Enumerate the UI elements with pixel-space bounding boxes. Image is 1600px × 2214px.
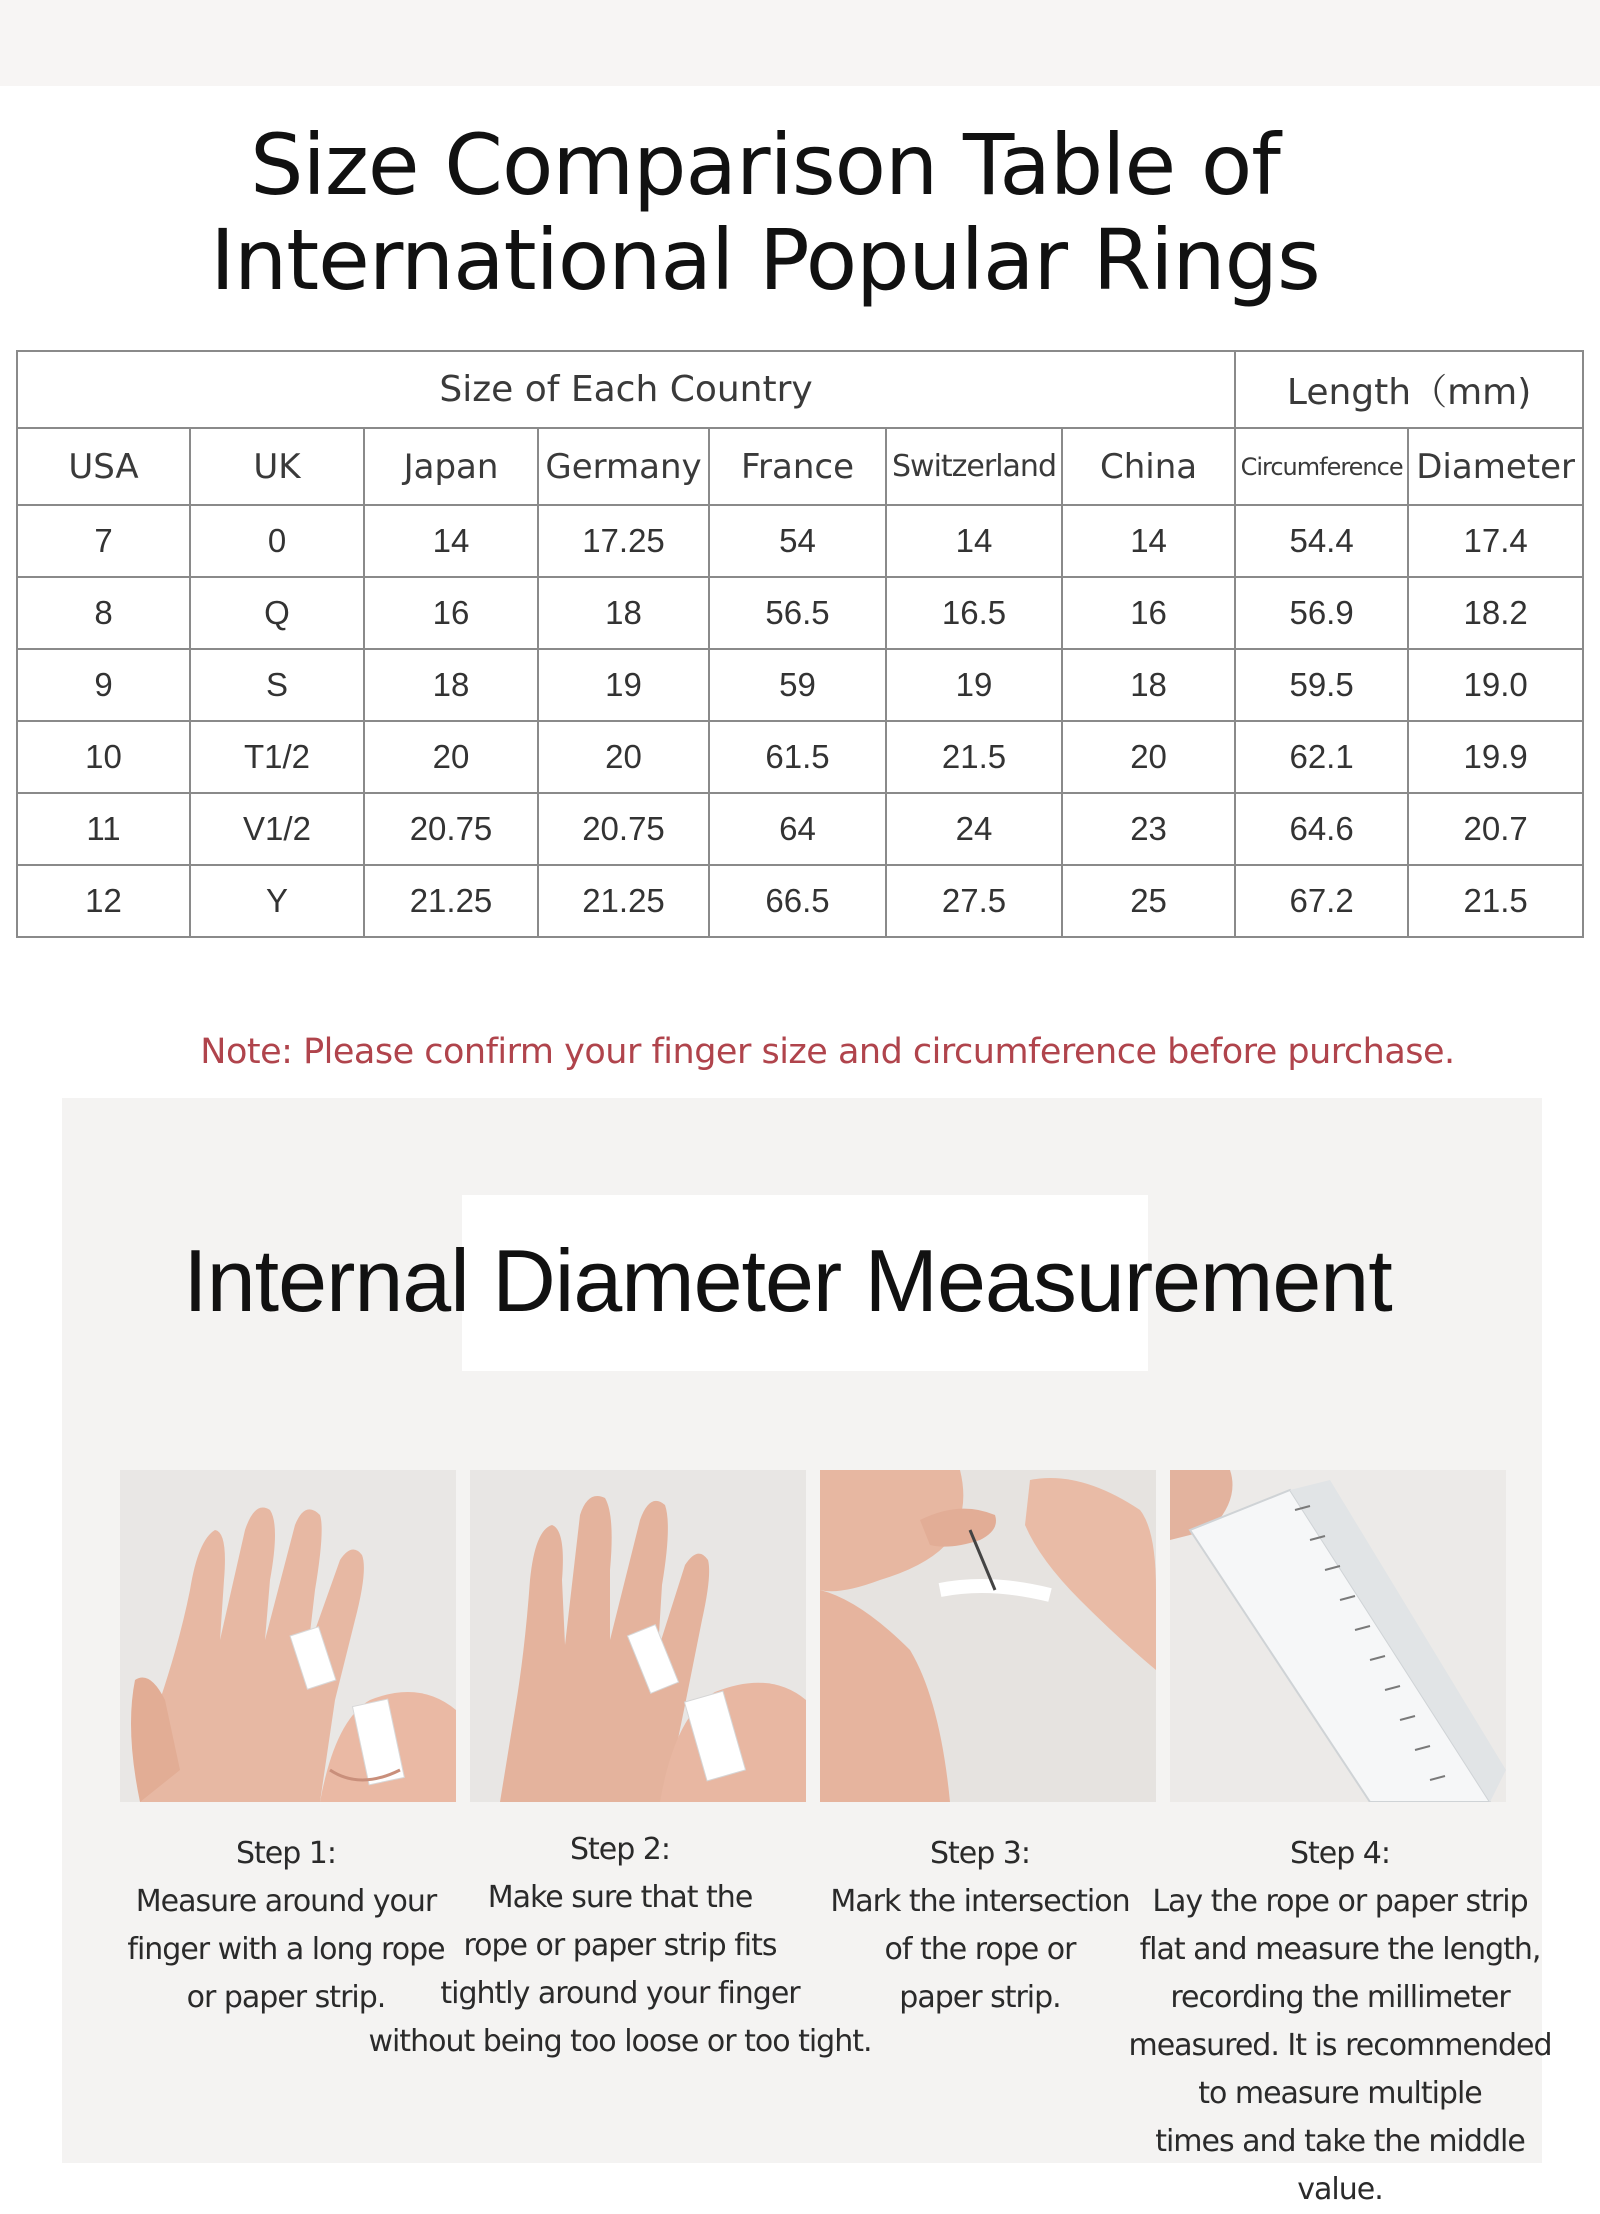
column-header: Circumference <box>1235 428 1408 505</box>
step-4-text: Step 4: Lay the rope or paper strip flat and measure the length, recording the millimeter measured. It is recommended to measure multiple times and take the middle value. <box>1128 1836 1552 2207</box>
table-cell: T1/2 <box>190 721 364 793</box>
table-cell: 9 <box>17 649 190 721</box>
table-cell: 64.6 <box>1235 793 1408 865</box>
step-2-photo <box>470 1470 806 1802</box>
table-cell: 20.75 <box>364 793 538 865</box>
table-cell: 18.2 <box>1408 577 1583 649</box>
table-column-header-row <box>17 428 1583 505</box>
table-cell: 17.25 <box>538 505 709 577</box>
size-comparison-table <box>16 350 1584 938</box>
table-row <box>17 793 1583 865</box>
table-cell: 20 <box>364 721 538 793</box>
table-cell: 67.2 <box>1235 865 1408 937</box>
column-header: Germany <box>538 428 709 505</box>
table-row <box>17 505 1583 577</box>
table-cell: 21.5 <box>886 721 1062 793</box>
column-header: Diameter <box>1408 428 1583 505</box>
table-cell: 11 <box>17 793 190 865</box>
table-cell: 19.0 <box>1408 649 1583 721</box>
table-cell: 20.75 <box>538 793 709 865</box>
table-cell: 21.5 <box>1408 865 1583 937</box>
measurement-title: Internal Diameter Measurement <box>183 1231 1392 1330</box>
table-row <box>17 649 1583 721</box>
purchase-note: Note: Please confirm your finger size and circumference before purchase. <box>200 1032 1455 1072</box>
table-cell: V1/2 <box>190 793 364 865</box>
step-1-photo <box>120 1470 456 1802</box>
top-band <box>0 0 1600 86</box>
table-cell: 21.25 <box>364 865 538 937</box>
table-cell: 18 <box>364 649 538 721</box>
table-cell: 24 <box>886 793 1062 865</box>
table-cell: 56.9 <box>1235 577 1408 649</box>
table-cell: 14 <box>364 505 538 577</box>
step-3-photo <box>820 1470 1156 1802</box>
step-3-text: Step 3: Mark the intersection of the rope or paper strip. <box>830 1836 1130 2015</box>
table-cell: 59 <box>709 649 886 721</box>
step-4-photo <box>1170 1470 1506 1802</box>
table-cell: 16 <box>364 577 538 649</box>
table-cell: Y <box>190 865 364 937</box>
table-cell: 7 <box>17 505 190 577</box>
table-row <box>17 865 1583 937</box>
table-cell: 8 <box>17 577 190 649</box>
page-title: Size Comparison Table of International Popular Rings <box>210 116 1320 309</box>
table-cell: 10 <box>17 721 190 793</box>
step-1-text: Step 1: Measure around your finger with a long rope or paper strip. <box>127 1836 445 2015</box>
table-cell: 14 <box>886 505 1062 577</box>
table-row <box>17 721 1583 793</box>
table-cell: 20.7 <box>1408 793 1583 865</box>
table-cell: Q <box>190 577 364 649</box>
table-cell: 25 <box>1062 865 1235 937</box>
ruler-measuring-illustration <box>1170 1470 1506 1802</box>
marking-strip-illustration <box>820 1470 1156 1802</box>
table-cell: 66.5 <box>709 865 886 937</box>
table-cell: 14 <box>1062 505 1235 577</box>
table-cell: 19 <box>538 649 709 721</box>
table-cell: 18 <box>1062 649 1235 721</box>
column-header: France <box>709 428 886 505</box>
column-header: China <box>1062 428 1235 505</box>
table-cell: 20 <box>1062 721 1235 793</box>
column-header: UK <box>190 428 364 505</box>
step-2-text: Step 2: Make sure that the rope or paper strip fits tightly around your finger without being too loose or too tight. <box>368 1832 872 2059</box>
table-cell: 64 <box>709 793 886 865</box>
column-header: Japan <box>364 428 538 505</box>
table-cell: 16 <box>1062 577 1235 649</box>
table-cell: 12 <box>17 865 190 937</box>
table-cell: 21.25 <box>538 865 709 937</box>
table-cell: 0 <box>190 505 364 577</box>
table-cell: 54.4 <box>1235 505 1408 577</box>
table-cell: 54 <box>709 505 886 577</box>
group-header-countries: Size of Each Country <box>17 351 1235 428</box>
table-cell: 17.4 <box>1408 505 1583 577</box>
table-cell: 18 <box>538 577 709 649</box>
group-header-length: Length（mm) <box>1235 351 1583 428</box>
table-group-header-row <box>17 351 1583 428</box>
table-cell: 20 <box>538 721 709 793</box>
table-cell: 27.5 <box>886 865 1062 937</box>
table-cell: 56.5 <box>709 577 886 649</box>
column-header: Switzerland <box>886 428 1062 505</box>
hand-tightening-strip-illustration <box>470 1470 806 1802</box>
table-cell: 59.5 <box>1235 649 1408 721</box>
table-cell: 61.5 <box>709 721 886 793</box>
table-cell: 23 <box>1062 793 1235 865</box>
table-cell: 19.9 <box>1408 721 1583 793</box>
column-header: USA <box>17 428 190 505</box>
table-cell: 19 <box>886 649 1062 721</box>
table-cell: S <box>190 649 364 721</box>
table-cell: 16.5 <box>886 577 1062 649</box>
table-cell: 62.1 <box>1235 721 1408 793</box>
hand-wrapping-strip-illustration <box>120 1470 456 1802</box>
table-row <box>17 577 1583 649</box>
